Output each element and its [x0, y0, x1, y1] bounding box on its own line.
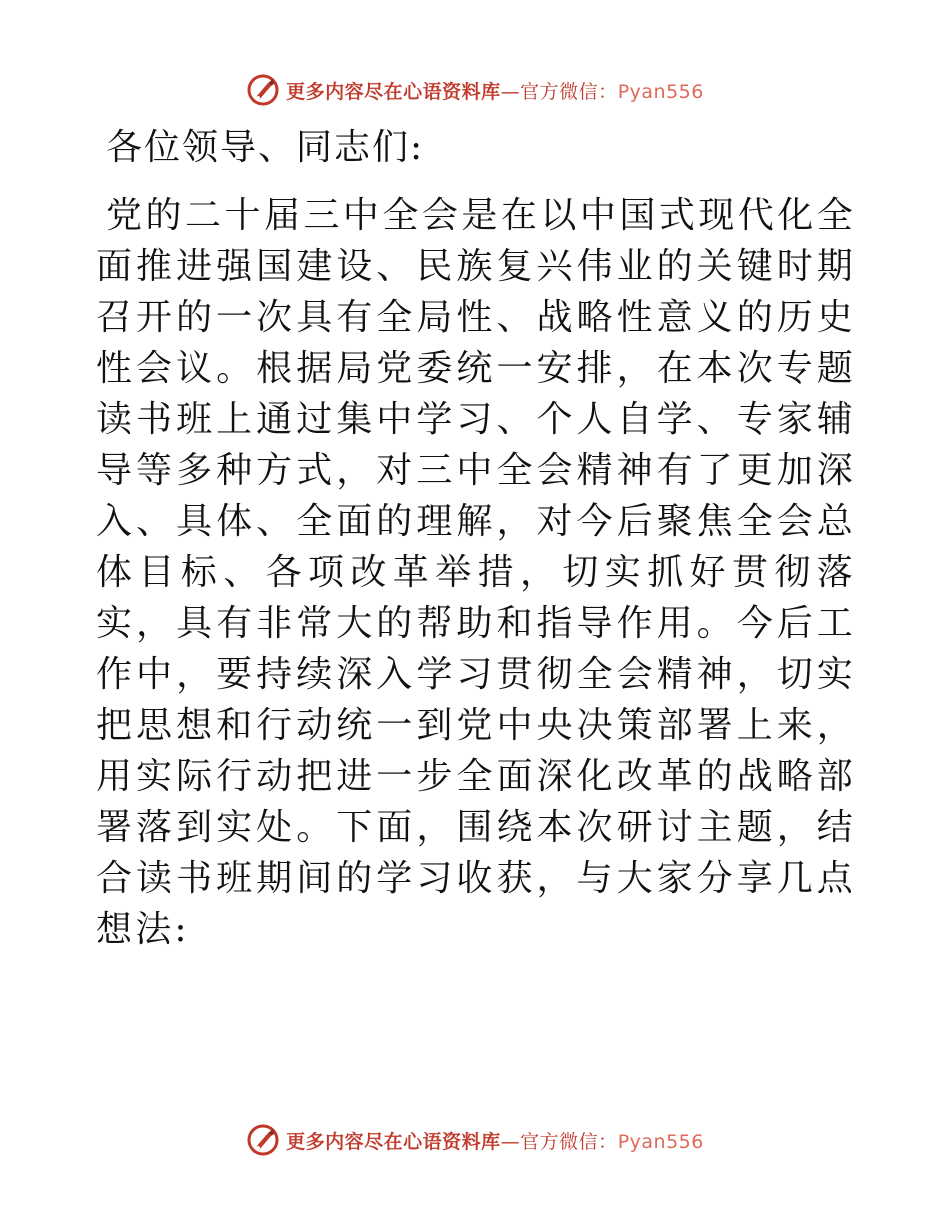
- banner-dash: —: [500, 1130, 521, 1153]
- footer-banner: [0, 1120, 950, 1160]
- salutation: 各位领导、同志们:: [106, 127, 425, 168]
- document-body: [96, 122, 856, 955]
- pen-nib-logo-icon: [246, 1123, 280, 1157]
- banner-wechat-id: Pyan556: [617, 1130, 704, 1153]
- banner-wechat-id: Pyan556: [617, 80, 704, 103]
- banner-library-text: 更多内容尽在心语资料库: [286, 80, 501, 103]
- header-banner: [0, 70, 950, 110]
- body-paragraph: 党的二十届三中全会是在以中国式现代化全面推进强国建设、民族复兴伟业的关键时期召开的一次具有全局性、战略性意义的历史性会议。根据局党委统一安排，在本次专题读书班上通过集中学习、个人自学、专家辅导等多种方式，对三中全会精神有了更加深入、具体、全面的理解，对今后聚焦全会总体目标、各项改革举措，切实抓好贯彻落实，具有非常大的帮助和指导作用。今后工作中，要持续深入学习贯彻全会精神，切实把思想和行动统一到党中央决策部署上来，用实际行动把进一步全面深化改革的战略部署落到实处。下面，围绕本次研讨主题，结合读书班期间的学习收获，与大家分享几点想法:: [96, 195, 856, 950]
- banner-official-text: 官方微信：: [520, 80, 618, 103]
- footer-banner-text: [286, 1127, 704, 1154]
- header-banner-text: [286, 77, 704, 104]
- pen-nib-logo-icon: [246, 73, 280, 107]
- banner-dash: —: [500, 80, 521, 103]
- banner-official-text: 官方微信：: [520, 1130, 618, 1153]
- banner-library-text: 更多内容尽在心语资料库: [286, 1130, 501, 1153]
